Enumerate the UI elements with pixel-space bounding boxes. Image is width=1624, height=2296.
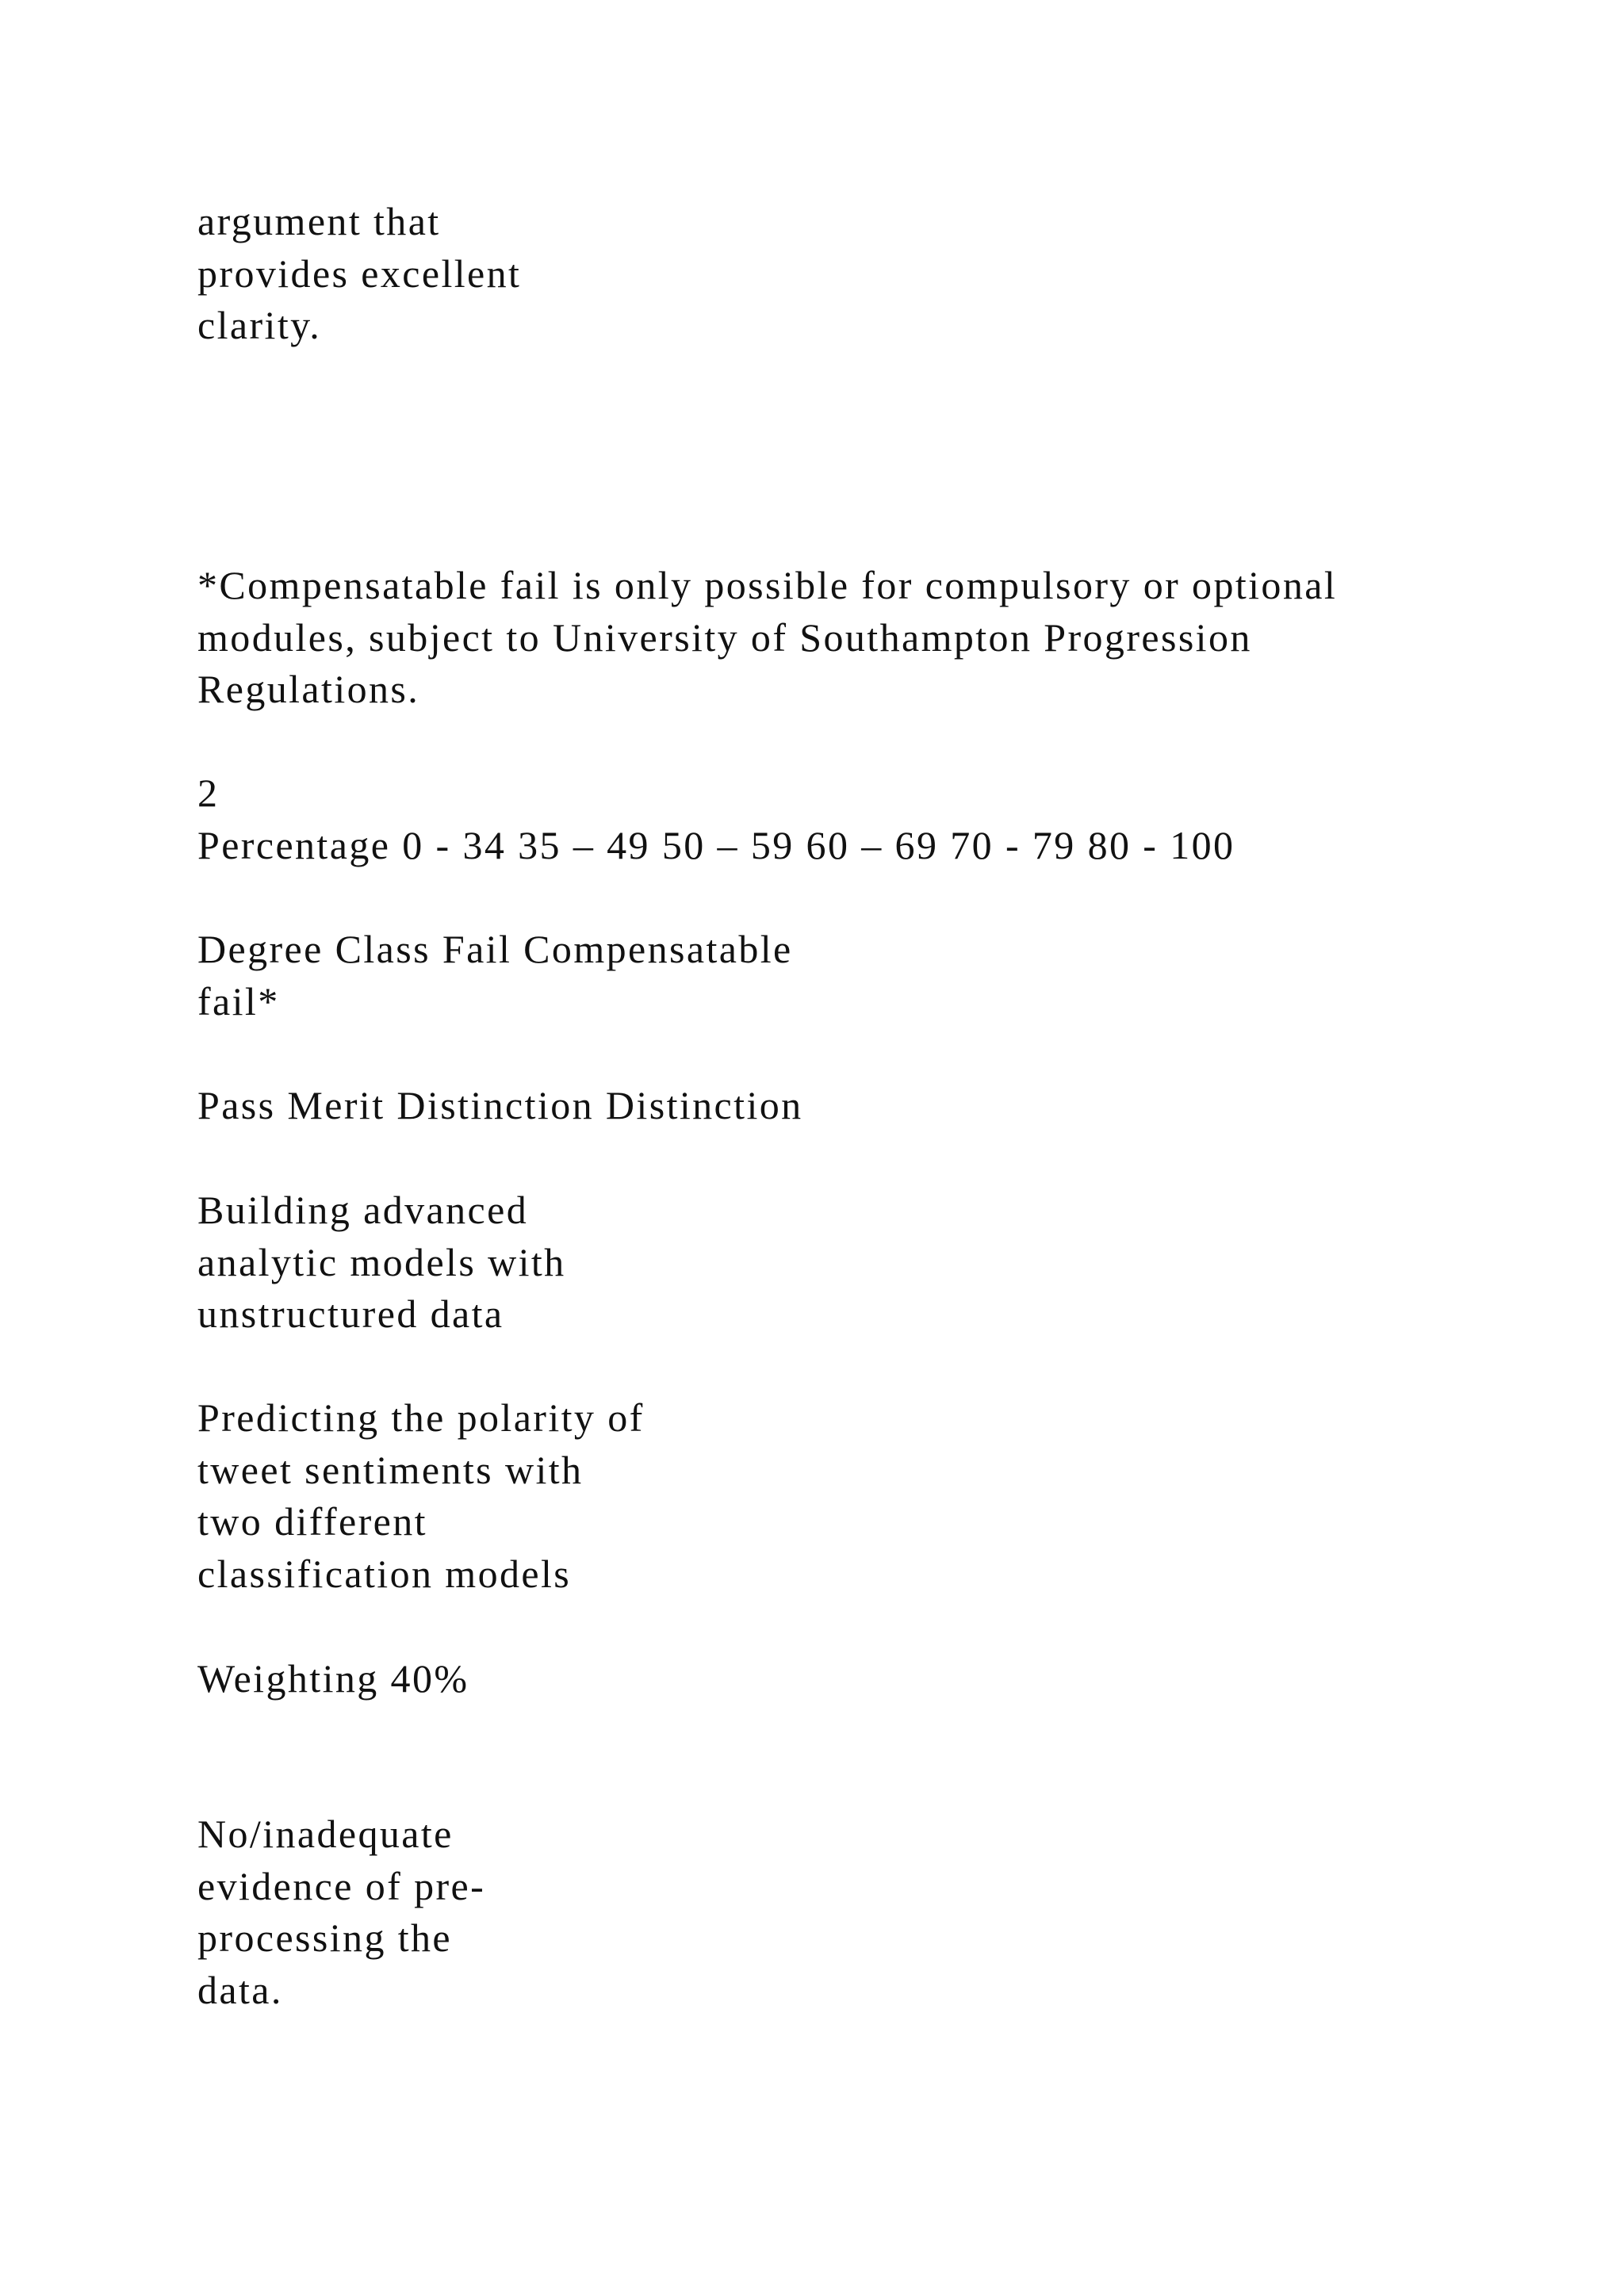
text-line: Predicting the polarity of — [197, 1395, 645, 1440]
percentage-bands — [197, 767, 1235, 871]
text-line: argument that — [197, 199, 441, 243]
degree-class-row — [197, 924, 793, 1027]
text-line: data. — [197, 1967, 283, 2012]
text-line: *Compensatable fail is only possible for compulsory or optional — [197, 563, 1338, 607]
text-line: Degree Class Fail Compensatable — [197, 927, 793, 971]
text-line: fail* — [197, 978, 280, 1024]
compensatable-fail-footnote — [197, 560, 1337, 716]
text-line: evidence of pre- — [197, 1863, 486, 1908]
text-line: Weighting 40% — [197, 1656, 469, 1701]
text-line: Pass Merit Distinction Distinction — [197, 1083, 803, 1127]
text-line: analytic models with — [197, 1239, 566, 1284]
criterion-text-excellent-clarity — [197, 196, 521, 352]
criterion-text-preprocessing — [197, 1808, 485, 2016]
assignment-title — [197, 1392, 645, 1600]
text-line: processing the — [197, 1915, 453, 1960]
text-line: tweet sentiments with — [197, 1447, 584, 1492]
text-line: clarity. — [197, 303, 322, 347]
page-number: 2 — [197, 771, 220, 815]
weighting — [197, 1653, 469, 1705]
text-line: Building advanced — [197, 1188, 529, 1232]
degree-class-row-continued — [197, 1080, 803, 1132]
text-line: classification models — [197, 1551, 572, 1596]
module-title — [197, 1184, 566, 1341]
text-line: provides excellent — [197, 251, 522, 296]
text-line: two different — [197, 1499, 427, 1544]
text-line: modules, subject to University of Southampton Progression — [197, 614, 1252, 660]
text-line: No/inadequate — [197, 1812, 454, 1856]
percentage-ranges: Percentage 0 - 34 35 – 49 50 – 59 60 – 69 70 - 79 80 - 100 — [197, 822, 1235, 867]
text-line: unstructured data — [197, 1292, 504, 1336]
text-line: Regulations. — [197, 667, 420, 711]
